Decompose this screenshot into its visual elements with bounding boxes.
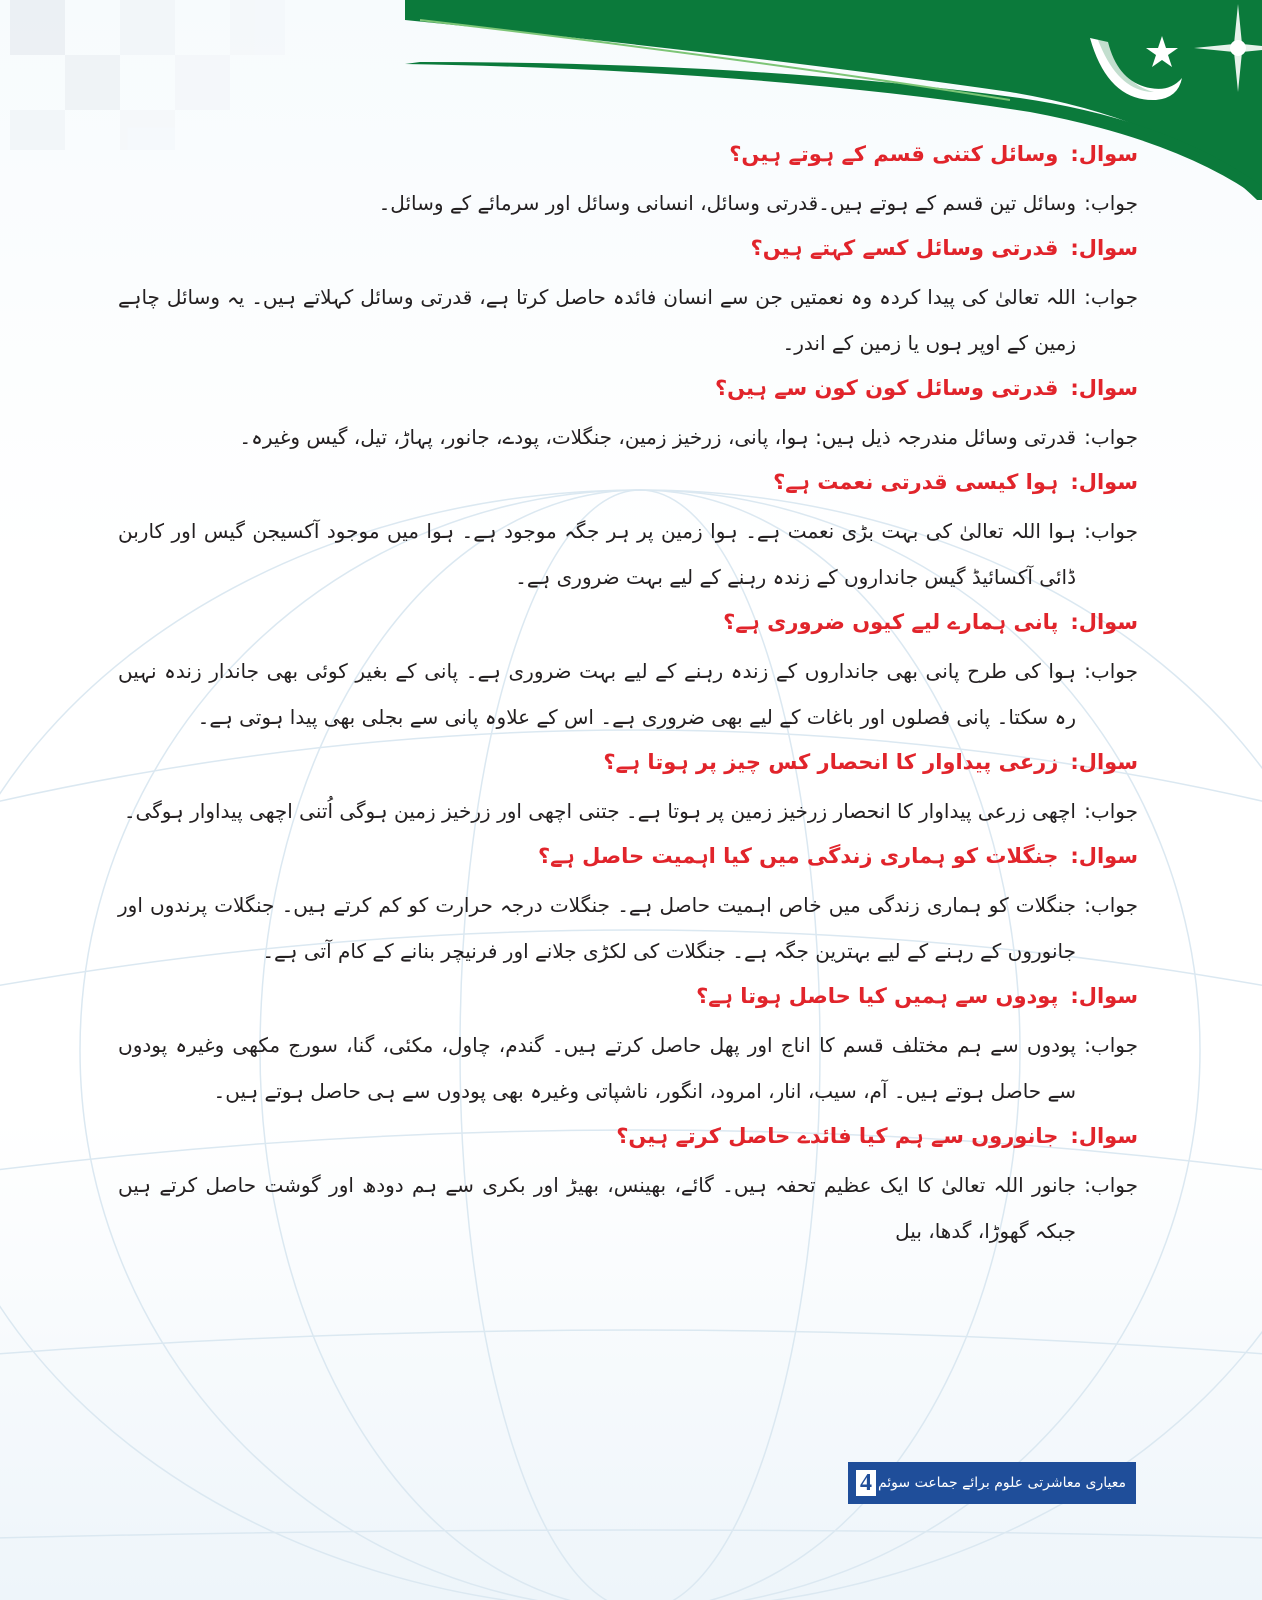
page-number: 4 (854, 1468, 878, 1498)
question-1 (118, 140, 1138, 168)
question-5 (118, 608, 1138, 636)
answer-6 (118, 788, 1138, 834)
answer-label: جواب: (1084, 1033, 1138, 1057)
answer-text: اللہ تعالیٰ کی پیدا کردہ وہ نعمتیں جن سے انسان فائدہ حاصل کرتا ہے، قدرتی وسائل کہلاتے ہیں۔ یہ وسائل چاہے زمین کے اوپر ہوں یا زمین کے اندر۔ (118, 285, 1076, 355)
book-title: معیاری معاشرتی علوم برائے جماعت سوئم (877, 1475, 1126, 1491)
answer-9 (118, 1162, 1138, 1254)
question-label: سوال: (1070, 750, 1138, 774)
question-text: پودوں سے ہمیں کیا حاصل ہوتا ہے؟ (696, 984, 1059, 1008)
question-text: ہوا کیسی قدرتی نعمت ہے؟ (773, 470, 1059, 494)
answer-text: جانور اللہ تعالیٰ کا ایک عظیم تحفہ ہیں۔ گائے، بھینس، بھیڑ اور بکری سے ہم دودھ اور گوشت حاصل کرتے ہیں جبکہ گھوڑا، گدھا، بیل (118, 1173, 1076, 1243)
question-7 (118, 842, 1138, 870)
question-label: سوال: (1070, 236, 1138, 260)
answer-label: جواب: (1084, 285, 1138, 309)
checker-squares (10, 0, 285, 150)
question-label: سوال: (1070, 470, 1138, 494)
question-text: پانی ہمارے لیے کیوں ضروری ہے؟ (723, 610, 1059, 634)
question-text: جانوروں سے ہم کیا فائدے حاصل کرتے ہیں؟ (616, 1124, 1059, 1148)
question-2 (118, 234, 1138, 262)
answer-label: جواب: (1084, 519, 1138, 543)
question-8 (118, 982, 1138, 1010)
answer-label: جواب: (1084, 893, 1138, 917)
question-label: سوال: (1070, 1124, 1138, 1148)
question-label: سوال: (1070, 844, 1138, 868)
question-label: سوال: (1070, 984, 1138, 1008)
answer-text: ہوا کی طرح پانی بھی جانداروں کے زندہ رہنے کے لیے بہت ضروری ہے۔ پانی کے بغیر کوئی بھی جاندار زندہ نہیں رہ سکتا۔ پانی فصلوں اور باغات کے لیے بھی ضروری ہے۔ اس کے علاوہ پانی سے بجلی بھی پیدا ہوتی ہے۔ (118, 659, 1076, 729)
answer-label: جواب: (1084, 1173, 1138, 1197)
question-text: جنگلات کو ہماری زندگی میں کیا اہمیت حاصل ہے؟ (537, 844, 1059, 868)
answer-text: ہوا اللہ تعالیٰ کی بہت بڑی نعمت ہے۔ ہوا زمین پر ہر جگہ موجود ہے۔ ہوا میں موجود آکسیجن گیس اور کاربن ڈائی آکسائیڈ گیس جانداروں کے زندہ رہنے کے لیے بہت ضروری ہے۔ (118, 519, 1076, 589)
answer-text: اچھی زرعی پیداوار کا انحصار زرخیز زمین پر ہوتا ہے۔ جتنی اچھی اور زرخیز زمین ہوگی اُتنی اچھی پیداوار ہوگی۔ (123, 799, 1076, 823)
answer-text: پودوں سے ہم مختلف قسم کا اناج اور پھل حاصل کرتے ہیں۔ گندم، چاول، مکئی، گنا، سورج مکھی وغیرہ پودوں سے حاصل ہوتے ہیں۔ آم، سیب، انار، امرود، انگور، ناشپاتی وغیرہ بھی پودوں سے ہی حاصل ہوتے ہیں۔ (118, 1033, 1076, 1103)
answer-label: جواب: (1084, 425, 1138, 449)
question-3 (118, 374, 1138, 402)
page-footer (848, 1462, 1136, 1504)
question-label: سوال: (1070, 610, 1138, 634)
answer-label: جواب: (1084, 191, 1138, 215)
question-text: قدرتی وسائل کسے کہتے ہیں؟ (750, 236, 1059, 260)
answer-text: وسائل تین قسم کے ہوتے ہیں۔قدرتی وسائل، انسانی وسائل اور سرمائے کے وسائل۔ (378, 191, 1076, 215)
answer-label: جواب: (1084, 659, 1138, 683)
question-text: وسائل کتنی قسم کے ہوتے ہیں؟ (729, 142, 1059, 166)
question-text: زرعی پیداوار کا انحصار کس چیز پر ہوتا ہے؟ (603, 750, 1059, 774)
qa-list (118, 134, 1138, 1262)
answer-4 (118, 508, 1138, 600)
question-9 (118, 1122, 1138, 1150)
answer-text: قدرتی وسائل مندرجہ ذیل ہیں: ہوا، پانی، زرخیز زمین، جنگلات، پودے، جانور، پہاڑ، تیل، گیس وغیرہ۔ (239, 425, 1076, 449)
answer-label: جواب: (1084, 799, 1138, 823)
answer-5 (118, 648, 1138, 740)
question-4 (118, 468, 1138, 496)
answer-1 (118, 180, 1138, 226)
question-label: سوال: (1070, 142, 1138, 166)
answer-7 (118, 882, 1138, 974)
question-6 (118, 748, 1138, 776)
answer-2 (118, 274, 1138, 366)
crescent-star-icon (1078, 22, 1188, 122)
answer-8 (118, 1022, 1138, 1114)
answer-3 (118, 414, 1138, 460)
question-text: قدرتی وسائل کون کون سے ہیں؟ (714, 376, 1059, 400)
question-label: سوال: (1070, 376, 1138, 400)
answer-text: جنگلات کو ہماری زندگی میں خاص اہمیت حاصل ہے۔ جنگلات درجہ حرارت کو کم کرتے ہیں۔ جنگلات پرندوں اور جانوروں کے رہنے کے لیے بہترین جگہ ہے۔ جنگلات کی لکڑی جلانے اور فرنیچر بنانے کے کام آتی ہے۔ (118, 893, 1076, 963)
